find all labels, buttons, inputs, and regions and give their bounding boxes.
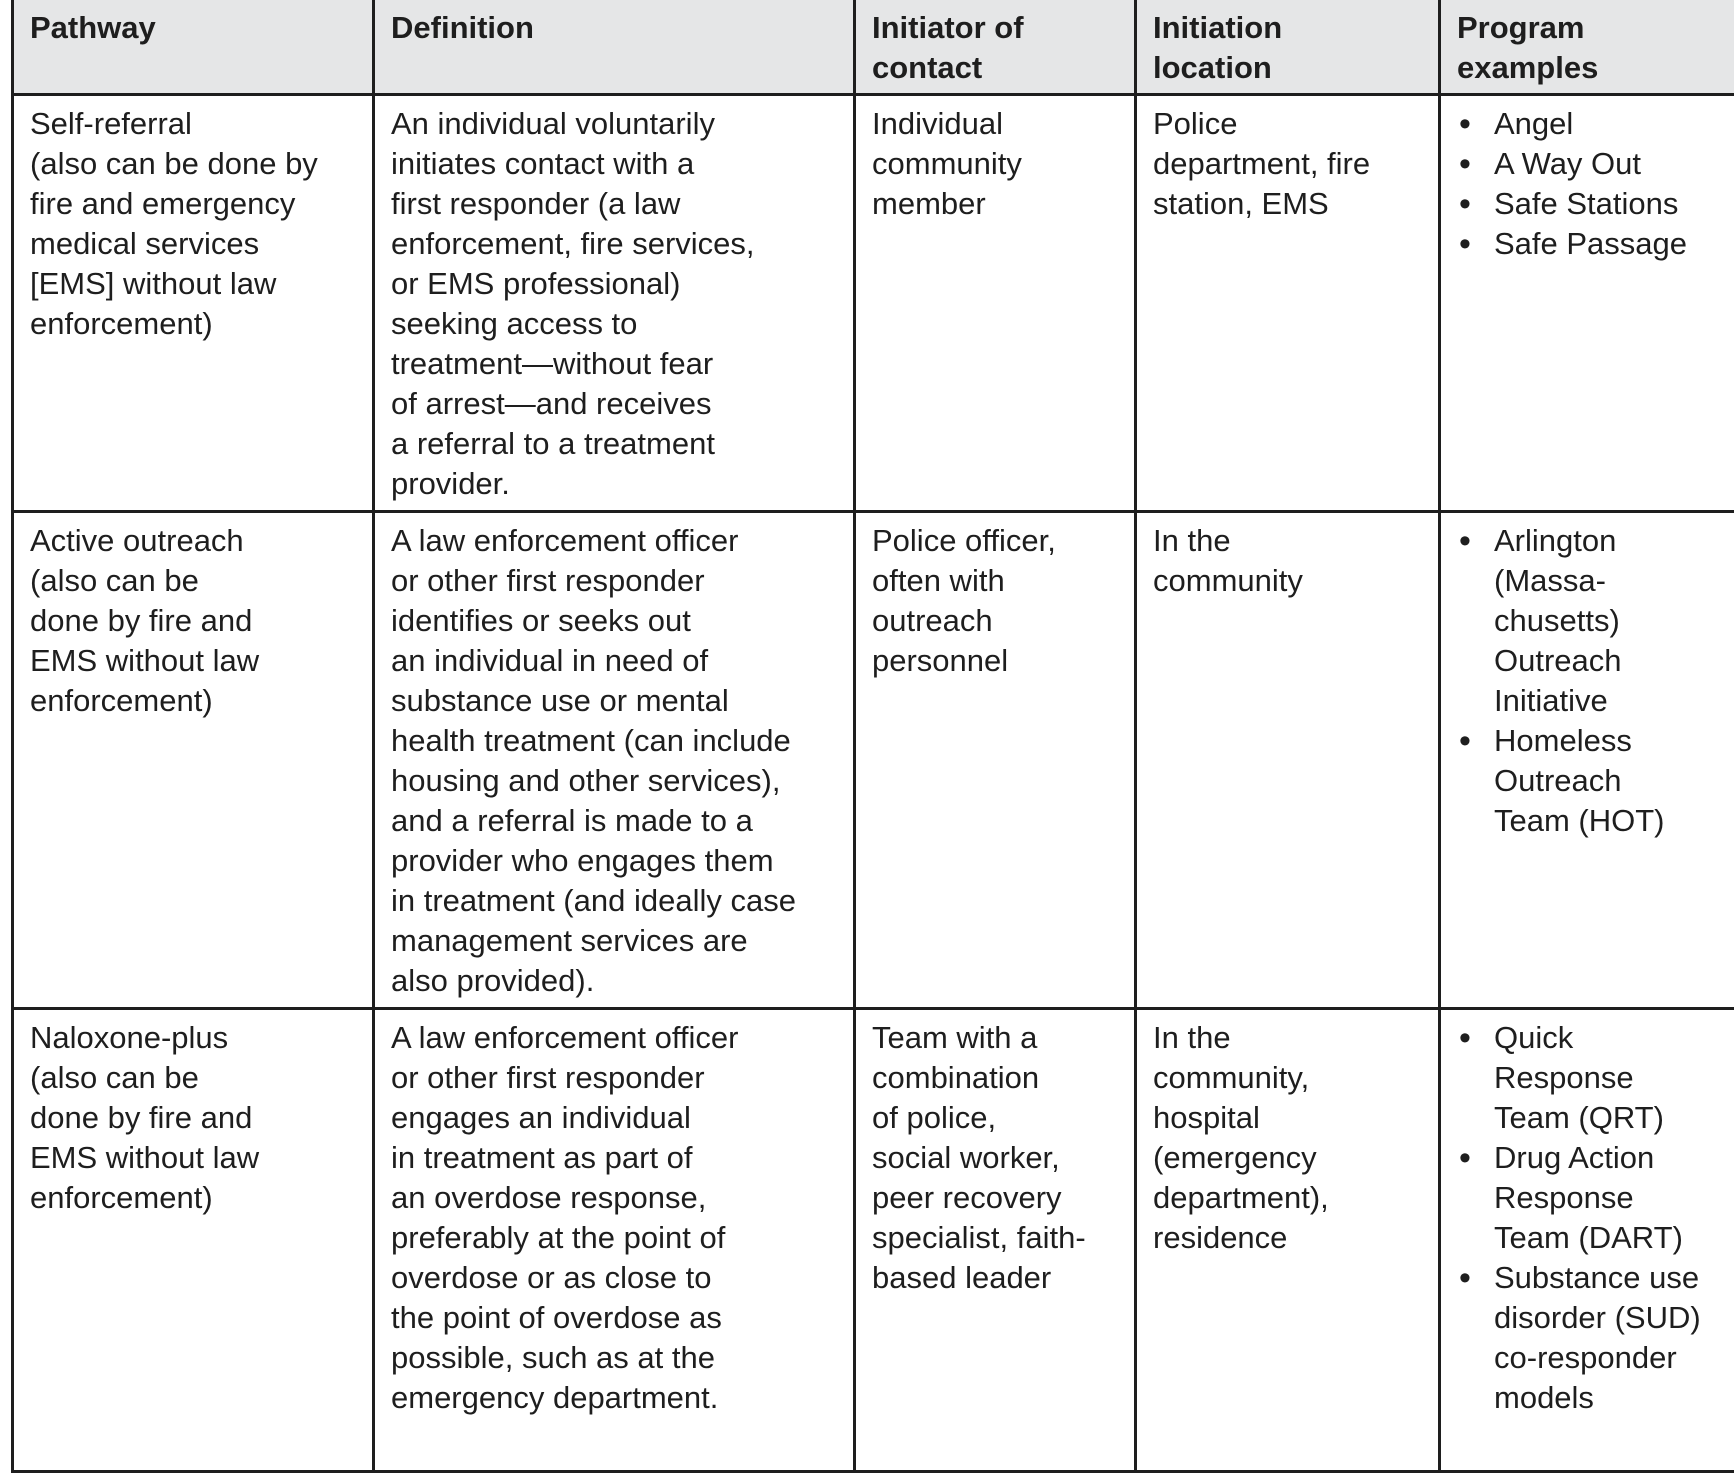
program-line: • Homeless xyxy=(1494,722,1632,758)
cell-pathway xyxy=(13,94,374,511)
location-line: station, EMS xyxy=(1153,185,1329,221)
initiator-line: Individual xyxy=(872,105,1003,141)
table-row xyxy=(13,94,1734,511)
location-line: department, fire xyxy=(1153,145,1371,181)
program-line: Team (HOT) xyxy=(1494,802,1665,838)
program-line: • Quick xyxy=(1494,1019,1574,1055)
initiator-line: often with xyxy=(872,562,1005,598)
program-line: (Massa- xyxy=(1494,562,1606,598)
location-line: Police xyxy=(1153,105,1238,141)
program-list-item xyxy=(1457,224,1724,264)
definition-line: overdose or as close to xyxy=(391,1259,712,1295)
table-header xyxy=(13,0,1734,94)
header-text: examples xyxy=(1457,50,1599,85)
program-list-item xyxy=(1457,1258,1724,1418)
pathway-line: (also can be done by xyxy=(30,145,318,181)
program-list-item xyxy=(1457,521,1724,721)
pathway-line: medical services xyxy=(30,225,260,261)
initiator-line: Police officer, xyxy=(872,522,1056,558)
cell-initiator xyxy=(855,1008,1136,1471)
header-text: Program xyxy=(1457,10,1585,45)
definition-line: substance use or mental xyxy=(391,682,729,718)
definition-line: enforcement, fire services, xyxy=(391,225,755,261)
cell-pathway xyxy=(13,511,374,1008)
definition-line: also provided). xyxy=(391,962,595,998)
location-line: In the xyxy=(1153,1019,1231,1055)
program-line: co-responder xyxy=(1494,1339,1677,1375)
initiator-line: social worker, xyxy=(872,1139,1060,1175)
pathway-line: Active outreach xyxy=(30,522,244,558)
definition-line: initiates contact with a xyxy=(391,145,695,181)
definition-line: An individual voluntarily xyxy=(391,105,715,141)
definition-line: or EMS professional) xyxy=(391,265,681,301)
header-text: location xyxy=(1153,50,1272,85)
definition-line: and a referral is made to a xyxy=(391,802,753,838)
definition-line: an overdose response, xyxy=(391,1179,707,1215)
definition-line: provider. xyxy=(391,465,510,501)
table-body xyxy=(13,94,1734,1471)
header-text: Pathway xyxy=(30,10,156,45)
location-line: (emergency xyxy=(1153,1139,1317,1175)
cell-location xyxy=(1136,511,1440,1008)
cell-programs xyxy=(1440,511,1734,1008)
definition-line: first responder (a law xyxy=(391,185,681,221)
location-line: community, xyxy=(1153,1059,1310,1095)
pathway-line: enforcement) xyxy=(30,1179,213,1215)
definition-line: a referral to a treatment xyxy=(391,425,715,461)
program-line: Outreach xyxy=(1494,762,1622,798)
initiator-line: specialist, faith- xyxy=(872,1219,1086,1255)
definition-line: or other first responder xyxy=(391,562,705,598)
cell-initiator xyxy=(855,94,1136,511)
cell-initiator xyxy=(855,511,1136,1008)
program-line: • Angel xyxy=(1494,105,1574,141)
location-line: community xyxy=(1153,562,1303,598)
pathway-line: (also can be xyxy=(30,1059,199,1095)
program-line: disorder (SUD) xyxy=(1494,1299,1701,1335)
cell-definition xyxy=(374,1008,855,1471)
header-text: Definition xyxy=(391,10,534,45)
cell-definition xyxy=(374,511,855,1008)
pathway-line: [EMS] without law xyxy=(30,265,277,301)
pathway-line: enforcement) xyxy=(30,305,213,341)
program-line: • Safe Passage xyxy=(1494,225,1688,261)
pathway-line: Naloxone-plus xyxy=(30,1019,229,1055)
location-line: department), xyxy=(1153,1179,1329,1215)
definition-line: provider who engages them xyxy=(391,842,774,878)
pathway-line: fire and emergency xyxy=(30,185,296,221)
cell-definition xyxy=(374,94,855,511)
definition-line: possible, such as at the xyxy=(391,1339,715,1375)
table-row xyxy=(13,511,1734,1008)
program-line: models xyxy=(1494,1379,1594,1415)
header-text: Initiator of xyxy=(872,10,1024,45)
definition-line: seeking access to xyxy=(391,305,638,341)
header-text: contact xyxy=(872,50,983,85)
cell-location xyxy=(1136,94,1440,511)
definition-line: emergency department. xyxy=(391,1379,719,1415)
program-list xyxy=(1457,521,1724,841)
header-row xyxy=(13,0,1734,94)
cell-programs xyxy=(1440,1008,1734,1471)
definition-line: treatment—without fear xyxy=(391,345,714,381)
location-line: residence xyxy=(1153,1219,1288,1255)
program-list-item xyxy=(1457,104,1724,144)
pathway-line: Self-referral xyxy=(30,105,192,141)
header-text: Initiation xyxy=(1153,10,1283,45)
definition-line: engages an individual xyxy=(391,1099,691,1135)
program-line: chusetts) xyxy=(1494,602,1620,638)
initiator-line: combination xyxy=(872,1059,1040,1095)
header-location xyxy=(1136,0,1440,94)
program-line: • Drug Action xyxy=(1494,1139,1655,1175)
cell-programs xyxy=(1440,94,1734,511)
program-list xyxy=(1457,1018,1724,1418)
program-list xyxy=(1457,104,1724,264)
pathway-line: done by fire and xyxy=(30,602,253,638)
program-list-item xyxy=(1457,1018,1724,1138)
location-line: hospital xyxy=(1153,1099,1260,1135)
header-pathway xyxy=(13,0,374,94)
header-definition xyxy=(374,0,855,94)
header-initiator xyxy=(855,0,1136,94)
initiator-line: Team with a xyxy=(872,1019,1038,1055)
pathway-line: enforcement) xyxy=(30,682,213,718)
definition-line: the point of overdose as xyxy=(391,1299,722,1335)
definition-line: management services are xyxy=(391,922,748,958)
pathway-line: done by fire and xyxy=(30,1099,253,1135)
initiator-line: outreach xyxy=(872,602,993,638)
pathway-line: (also can be xyxy=(30,562,199,598)
location-line: In the xyxy=(1153,522,1231,558)
program-list-item xyxy=(1457,721,1724,841)
program-list-item xyxy=(1457,184,1724,224)
definition-line: in treatment (and ideally case xyxy=(391,882,796,918)
definition-line: preferably at the point of xyxy=(391,1219,726,1255)
pathway-line: EMS without law xyxy=(30,1139,260,1175)
program-list-item xyxy=(1457,1138,1724,1258)
cell-pathway xyxy=(13,1008,374,1471)
definition-line: A law enforcement officer xyxy=(391,1019,739,1055)
table-row xyxy=(13,1008,1734,1471)
initiator-line: community xyxy=(872,145,1022,181)
program-line: • Substance use xyxy=(1494,1259,1700,1295)
header-programs xyxy=(1440,0,1734,94)
initiator-line: personnel xyxy=(872,642,1009,678)
definition-line: an individual in need of xyxy=(391,642,709,678)
pathways-table xyxy=(11,0,1734,1473)
initiator-line: of police, xyxy=(872,1099,997,1135)
initiator-line: member xyxy=(872,185,986,221)
program-line: Outreach xyxy=(1494,642,1622,678)
definition-line: in treatment as part of xyxy=(391,1139,693,1175)
program-line: • Arlington xyxy=(1494,522,1617,558)
definition-line: health treatment (can include xyxy=(391,722,791,758)
definition-line: of arrest—and receives xyxy=(391,385,712,421)
initiator-line: based leader xyxy=(872,1259,1052,1295)
program-line: Response xyxy=(1494,1059,1634,1095)
definition-line: housing and other services), xyxy=(391,762,781,798)
program-list-item xyxy=(1457,144,1724,184)
program-line: Initiative xyxy=(1494,682,1608,718)
program-line: Response xyxy=(1494,1179,1634,1215)
definition-line: A law enforcement officer xyxy=(391,522,739,558)
program-line: Team (QRT) xyxy=(1494,1099,1664,1135)
definition-line: or other first responder xyxy=(391,1059,705,1095)
program-line: • Safe Stations xyxy=(1494,185,1679,221)
initiator-line: peer recovery xyxy=(872,1179,1062,1215)
program-line: Team (DART) xyxy=(1494,1219,1683,1255)
definition-line: identifies or seeks out xyxy=(391,602,691,638)
program-line: • A Way Out xyxy=(1494,145,1642,181)
pathway-line: EMS without law xyxy=(30,642,260,678)
cell-location xyxy=(1136,1008,1440,1471)
